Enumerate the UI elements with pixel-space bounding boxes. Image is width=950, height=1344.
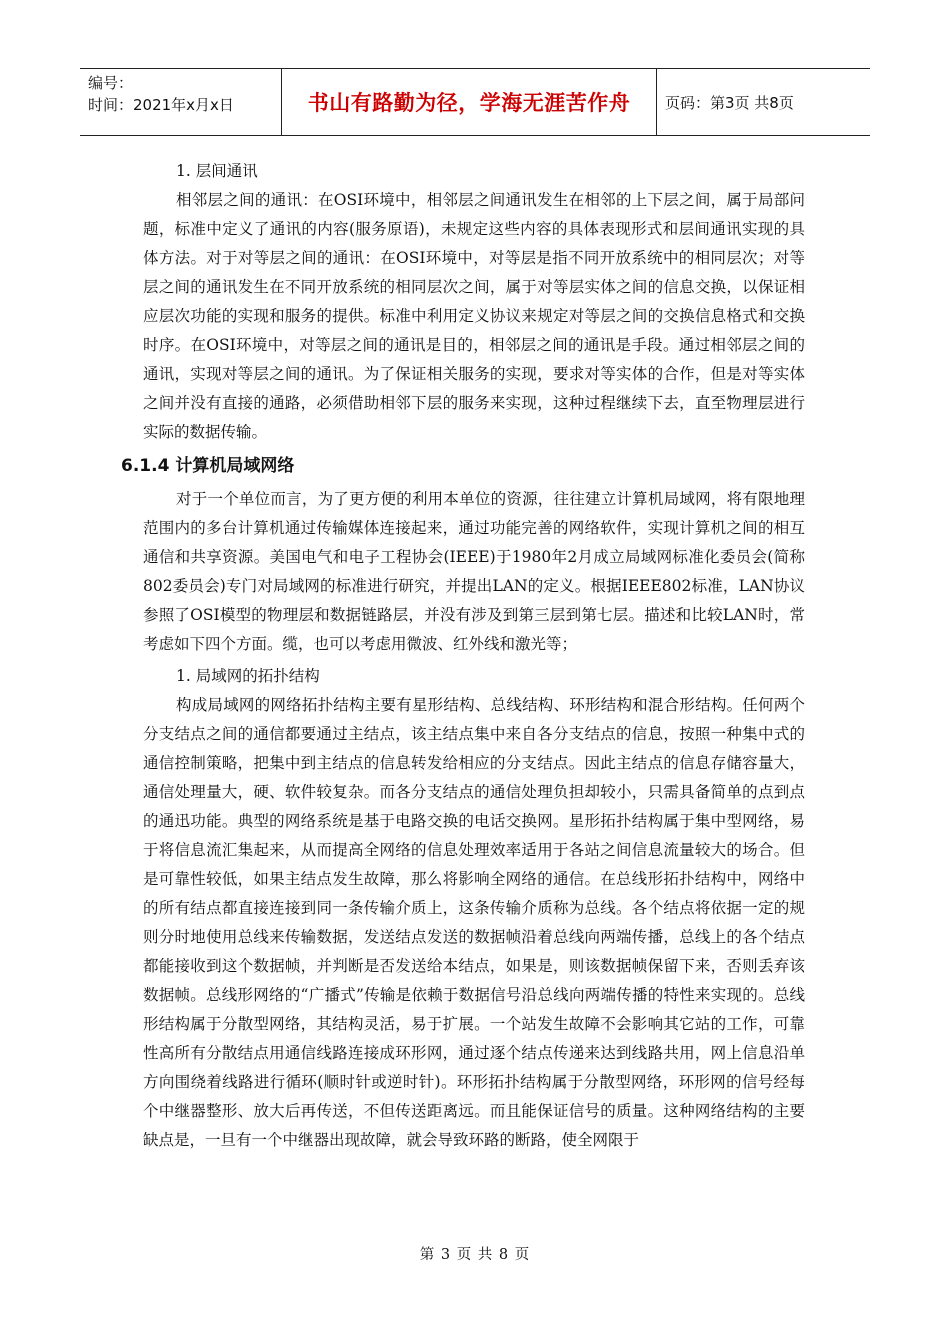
- header-meta: [80, 69, 282, 135]
- item-heading-topology: 1. 局域网的拓扑结构: [176, 667, 320, 685]
- section-heading: 6.1.4 计算机局域网络: [121, 456, 295, 476]
- doc-number-label: 编号：: [88, 74, 134, 92]
- header-motto: [282, 69, 657, 135]
- page-footer: 第 3 页 共 8 页: [419, 1247, 531, 1263]
- header-page-info: [657, 69, 870, 135]
- doc-time-label: 时间：2021年x月x日: [88, 96, 234, 114]
- item-heading-layer-communication: 1. 层间通讯: [176, 162, 258, 180]
- paragraph-lan-intro: 对于一个单位而言，为了更方便的利用本单位的资源，往往建立计算机局域网，将有限地理范围内的多台计算机通过传输媒体连接起来，通过功能完善的网络软件，实现计算机之间的相互通信和共享资源。美国电气和电子工程协会(IEEE)于1980年2月成立局域网标准化委员会(简称802委员会)专门对局域网的标准进行研究，并提出LAN的定义。根据IEEE802标准，LAN协议参照了OSI模型的物理层和数据链路层，并没有涉及到第三层到第七层。描述和比较LAN时，常考虑如下四个方面。缆，也可以考虑用微波、红外线和激光等；: [143, 490, 805, 653]
- paragraph-layer-communication: 相邻层之间的通讯：在OSI环境中，相邻层之间通讯发生在相邻的上下层之间，属于局部问题，标准中定义了通讯的内容(服务原语)，未规定这些内容的具体表现形式和层间通讯实现的具体方法。对于对等层之间的通讯：在OSI环境中，对等层是指不同开放系统中的相同层次；对等层之间的通讯发生在不同开放系统的相同层次之间，属于对等层实体之间的信息交换，以保证相应层次功能的实现和服务的提供。标准中利用定义协议来规定对等层之间的交换信息格式和交换时序。在OSI环境中，对等层之间的通讯是目的，相邻层之间的通讯是手段。通过相邻层之间的通讯，实现对等层之间的通讯。为了保证相关服务的实现，要求对等实体的合作，但是对等实体之间并没有直接的通路，必须借助相邻下层的服务来实现，这种过程继续下去，直至物理层进行实际的数据传输。: [143, 191, 805, 441]
- document-body: [121, 157, 805, 1155]
- page-header: [80, 68, 870, 136]
- motto-text: 书山有路勤为径，学海无涯苦作舟: [307, 91, 631, 115]
- page-info-text: 页码：第3页 共8页: [665, 93, 794, 112]
- paragraph-topology: 构成局域网的网络拓扑结构主要有星形结构、总线结构、环形结构和混合形结构。任何两个分支结点之间的通信都要通过主结点，该主结点集中来自各分支结点的信息，按照一种集中式的通信控制策略，把集中到主结点的信息转发给相应的分支结点。因此主结点的信息存储容量大，通信处理量大，硬、软件较复杂。而各分支结点的通信处理负担却较小，只需具备简单的点到点的通迅功能。典型的网络系统是基于电路交换的电话交换网。星形拓扑结构属于集中型网络，易于将信息流汇集起来，从而提高全网络的信息处理效率适用于各站之间信息流量较大的场合。但是可靠性较低，如果主结点发生故障，那么将影响全网络的通信。在总线形拓扑结构中，网络中的所有结点都直接连接到同一条传输介质上，这条传输介质称为总线。各个结点将依据一定的规则分时地使用总线来传输数据，发送结点发送的数据帧沿着总线向两端传播，总线上的各个结点都能接收到这个数据帧，并判断是否发送给本结点，如果是，则该数据帧保留下来，否则丢弃该数据帧。总线形网络的“广播式”传输是依赖于数据信号沿总线向两端传播的特性来实现的。总线形结构属于分散型网络，其结构灵活，易于扩展。一个站发生故障不会影响其它站的工作，可靠性高所有分散结点用通信线路连接成环形网，通过逐个结点传递来达到线路共用，网上信息沿单方向围绕着线路进行循环(顺时针或逆时针)。环形拓扑结构属于分散型网络，环形网的信号经每个中继器整形、放大后再传送，不但传送距离远。而且能保证信号的质量。这种网络结构的主要缺点是，一旦有一个中继器出现故障，就会导致环路的断路，使全网限于: [143, 696, 805, 1149]
